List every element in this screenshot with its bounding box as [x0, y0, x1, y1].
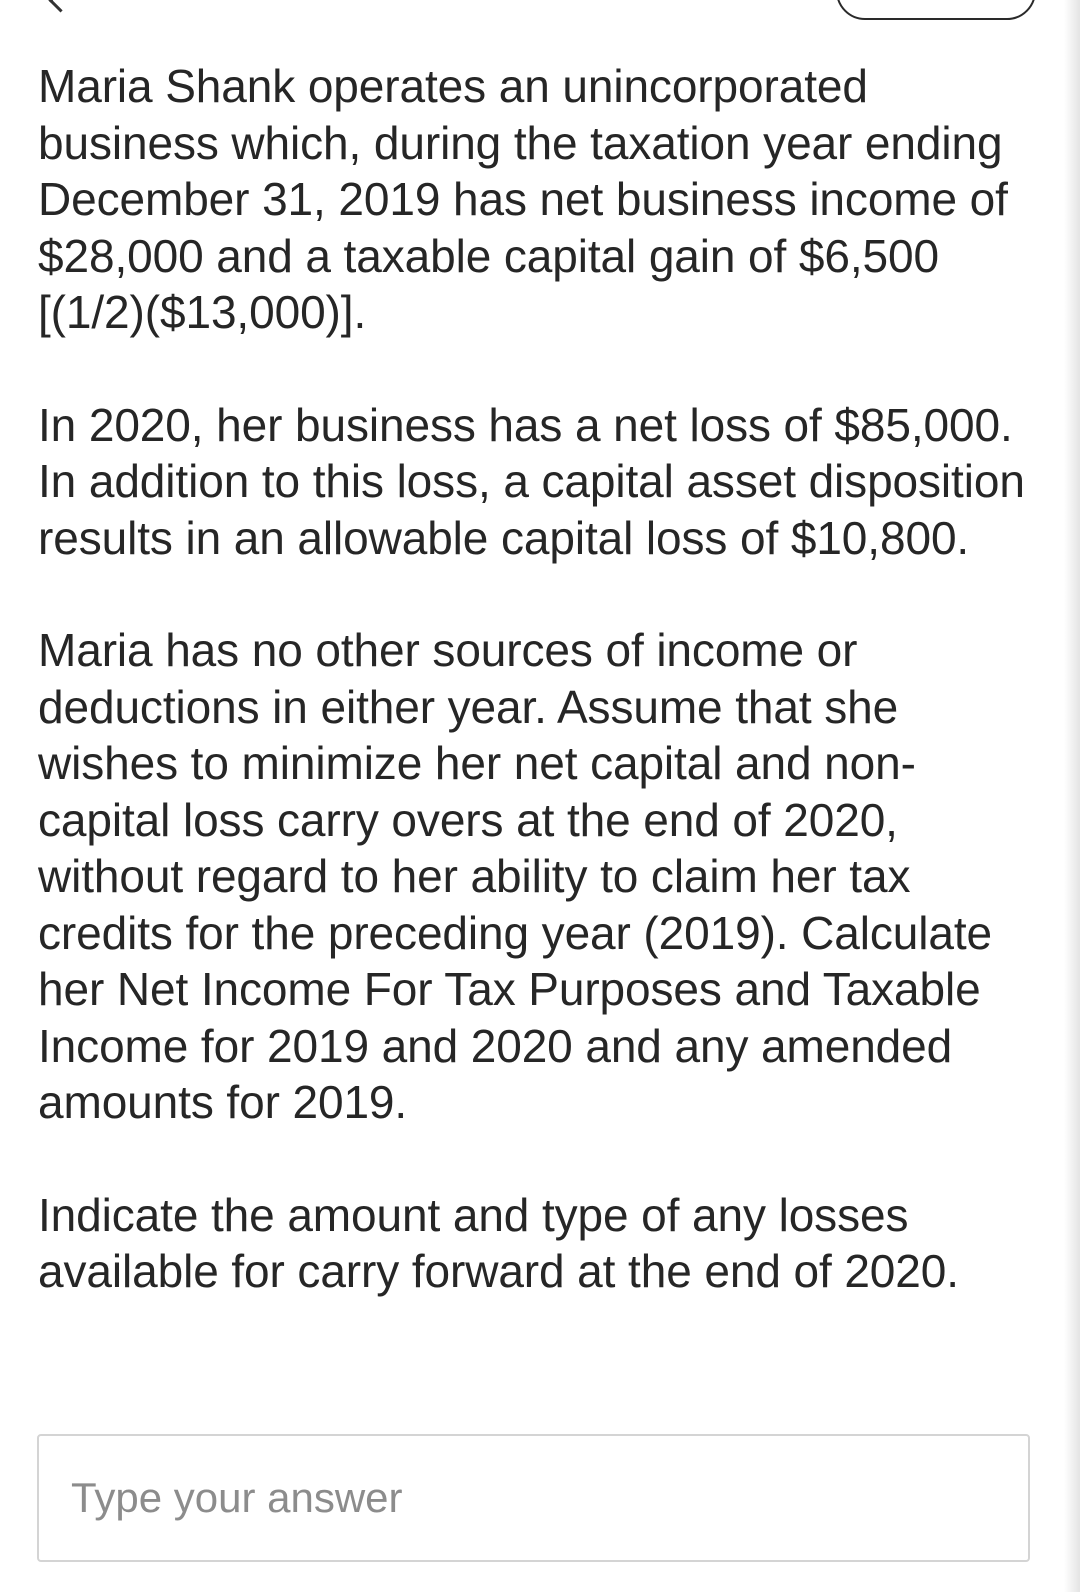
answer-box[interactable]	[37, 1434, 1030, 1562]
top-action-button[interactable]	[836, 0, 1036, 20]
question-paragraph-3: Maria has no other sources of income or deductions in either year. Assume that she wishes to minimize her net capital and non-capital loss carry overs at the end of 2020, without regard to her ability to claim her tax credits for the preceding year (2019). Calculate her Net Income For Tax Purposes and Taxable Income for 2019 and 2020 and any amended amounts for 2019.	[38, 624, 993, 1128]
scroll-edge-shadow	[1064, 0, 1080, 1592]
question-paragraph-1: Maria Shank operates an unincorporated business which, during the taxation year ending December 31, 2019 has net business income of $28,000 and a taxable capital gain of $6,500 [(1/2)($13,000)].	[38, 60, 1008, 338]
question-paragraph-2: In 2020, her business has a net loss of $85,000. In addition to this loss, a capital asset disposition results in an allowable capital loss of $10,800.	[38, 398, 1025, 564]
answer-input[interactable]	[71, 1462, 991, 1534]
question-paragraph-4: Indicate the amount and type of any losses available for carry forward at the end of 2020.	[38, 1188, 959, 1297]
question-text	[38, 58, 1048, 1356]
back-chevron-icon[interactable]	[48, 0, 72, 13]
